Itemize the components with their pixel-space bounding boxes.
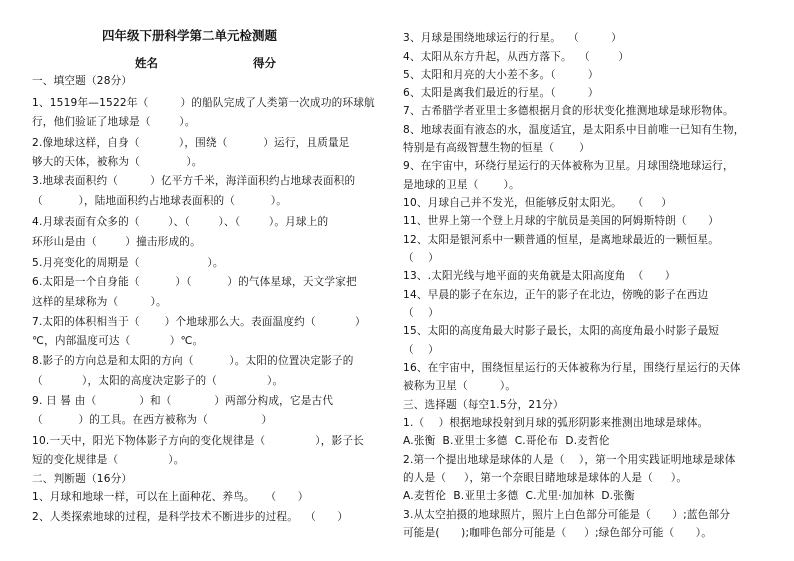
score-label: 得分 <box>253 56 276 70</box>
question-line: 是地球的卫星（ ）。 <box>403 179 520 191</box>
question-line: 9. 日 晷 由（ ）和（ ）两部分构成，它是古代 <box>32 395 334 407</box>
question-line: 5、太阳和月亮的大小差不多。（ ） <box>403 69 599 81</box>
question-line: 7、古希腊学者亚里士多德根据月食的形状变化推测地球是球形物体。 <box>403 105 734 117</box>
question-line: 5.月亮变化的周期是（ ）。 <box>32 257 224 269</box>
question-line: 3.从太空拍摄的地球照片，照片上白色部分可能是（ ）;蓝色部分 <box>403 509 731 521</box>
question-line: 7.太阳的体积相当于（ ）个地球那么大。表面温度约（ ） <box>32 316 366 328</box>
question-line: （ ），陆地面积约占地球表面积的（ ）。 <box>32 195 288 207</box>
question-line: 3、月球是围绕地球运行的行星。 （ ） <box>403 32 622 44</box>
section-heading-true-false: 二、判断题（16分） <box>32 473 133 485</box>
question-line: 短的变化规律是（ ）。 <box>32 454 185 466</box>
question-line: 够大的天体，被称为（ ）。 <box>32 156 203 168</box>
question-line: （ ） <box>403 344 439 356</box>
question-line: 6、太阳是离我们最近的行星。（ ） <box>403 87 599 99</box>
question-line: （ ） <box>403 252 439 264</box>
question-line: 11、世界上第一个登上月球的宇航员是美国的阿姆斯特朗（ ） <box>403 215 719 227</box>
question-line: 1.（ ）根据地球投射到月球的弧形阴影来推测出地球是球体。 <box>403 417 709 429</box>
question-line: ℃，内部温度可达（ ）℃。 <box>32 335 204 347</box>
question-line: 2.第一个提出地球是球体的人是（ ），第一个用实践证明地球是球体 <box>403 454 736 466</box>
section-heading-fill-blank: 一、填空题（28分） <box>32 75 133 87</box>
question-line: 的人是（ ），第一个奈眼目睹地球是球体的人是（ ）。 <box>403 472 688 484</box>
question-line: （ ） <box>403 307 439 319</box>
question-line: 8.影子的方向总是和太阳的方向（ ）。太阳的位置决定影子的 <box>32 355 354 367</box>
question-line: （ ），太阳的高度决定影子的（ ）。 <box>32 375 284 387</box>
question-line: 行，他们验证了地球是（ ）。 <box>32 116 196 128</box>
question-line: 2、人类探索地球的过程，是科学技术不断进步的过程。 （ ） <box>32 511 349 523</box>
section-heading-multiple-choice: 三、选择题（每空1.5分，21分） <box>403 399 564 411</box>
question-line: 16、在宇宙中，围绕恒星运行的天体被称为行星，围绕行星运行的天体 <box>403 362 741 374</box>
question-line: 4.月球表面有众多的（ ）、（ ）、（ ）。月球上的 <box>32 216 329 228</box>
question-line: 13、.太阳光线与地平面的夹角就是太阳高度角 （ ） <box>403 270 676 282</box>
question-line: 可能是( );咖啡色部分可能是（ ）;绿色部分可能（ ）。 <box>403 527 713 539</box>
question-line: 1、月球和地球一样，可以在上面种花、养鸟。 （ ） <box>32 491 309 503</box>
question-line: 这样的星球称为（ ）。 <box>32 296 167 308</box>
question-line: 1、1519年—1522年（ ）的船队完成了人类第一次成功的环球航 <box>32 97 375 109</box>
question-line: 4、太阳从东方升起，从西方落下。 （ ） <box>403 51 630 63</box>
answer-options: A.麦哲伦 B.亚里士多德 C.尤里·加加林 D.张衡 <box>403 490 635 502</box>
name-label: 姓名 <box>135 56 158 70</box>
page-title: 四年级下册科学第二单元检测题 <box>102 28 278 43</box>
answer-options: A.张衡 B.亚里士多德 C.哥伦布 D.麦哲伦 <box>403 435 610 447</box>
question-line: 10、月球自己并不发光，但能够反射太阳光。 （ ） <box>403 197 673 209</box>
question-line: 14、早晨的影子在东边，正午的影子在北边，傍晚的影子在西边 <box>403 289 709 301</box>
question-line: 9、在宇宙中，环绕行星运行的天体被称为卫星。月球围绕地球运行， <box>403 160 734 172</box>
question-line: 特别是有高级智慧生物的恒星（ ） <box>403 142 590 154</box>
question-line: （ ）的工具。在西方被称为（ ） <box>32 414 273 426</box>
question-line: 10.一天中，阳光下物体影子方向的变化规律是（ ），影子长 <box>32 435 364 447</box>
question-line: 3.地球表面积约（ ）亿平方千米，海洋面积约占地球表面积的 <box>32 175 356 187</box>
question-line: 被称为卫星（ ）。 <box>403 380 517 392</box>
question-line: 15、太阳的高度角最大时影子最长，太阳的高度角最小时影子最短 <box>403 325 720 337</box>
question-line: 环形山是由（ ）撞击形成的。 <box>32 236 201 248</box>
question-line: 2.像地球这样，自身（ ），围绕（ ）运行，且质量足 <box>32 137 350 149</box>
question-line: 6.太阳是一个自身能（ ）（ ）的气体星球，天文学家把 <box>32 276 357 288</box>
question-line: 8、地球表面有液态的水，温度适宜，是太阳系中目前唯一已知有生物， <box>403 124 745 136</box>
question-line: 12、太阳是银河系中一颗普通的恒星，是离地球最近的一颗恒星。 <box>403 234 720 246</box>
